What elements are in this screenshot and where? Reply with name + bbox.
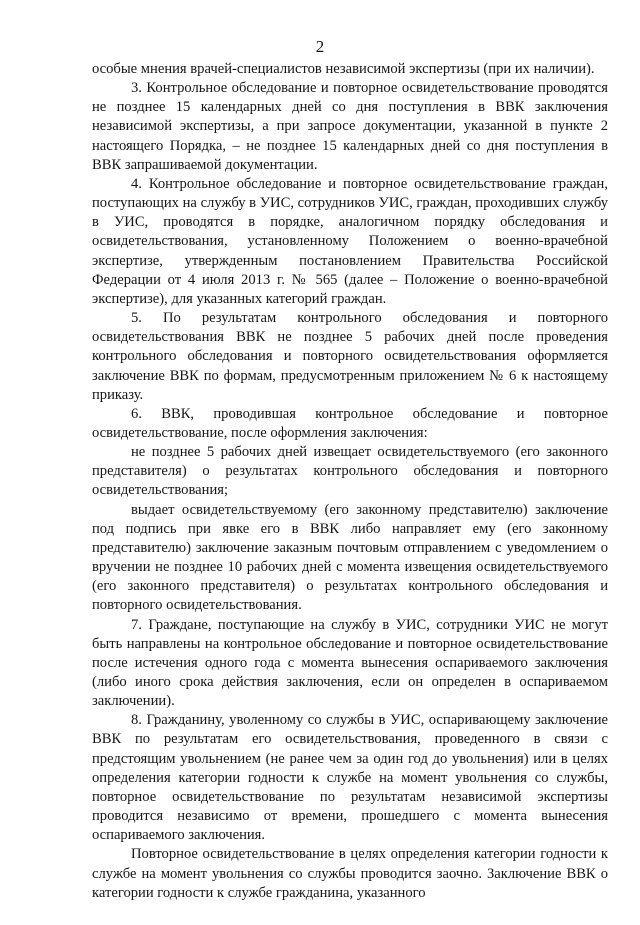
paragraph-item-3: 3. Контрольное обследование и повторное освидетельствование проводятся не позднее 15 календарных дней со дня поступления в ВВК заключения независимой экспертизы, а при запросе документации, указанной в пункте 2 настоящего Порядка, – не позднее 15 календарных дней со дня поступления в ВВК запрашиваемой документации. bbox=[92, 80, 608, 173]
paragraph-item-6-notify: не позднее 5 рабочих дней извещает освидетельствуемого (его законного представителя) о результатах контрольного обследования и повторного освидетельствования; bbox=[92, 444, 608, 499]
document-body bbox=[92, 60, 608, 903]
paragraph-item-6-issue: выдает освидетельствуемому (его законному представителю) заключение под подпись при явке его в ВВК либо направляет ему (его законному представителю) заключение заказным почтовым отправлением с уведомлением о вручении не позднее 10 рабочих дней с момента извещения освидетельствуемого (его законного представителя) о результатах контрольного обследования и повторного освидетельствования. bbox=[92, 501, 608, 614]
paragraph-item-5: 5. По результатам контрольного обследования и повторного освидетельствования ВВК не позднее 5 рабочих дней после проведения контрольного обследования и повторного освидетельствования оформляется заключение ВВК по формам, предусмотренным приложением № 6 к настоящему приказу. bbox=[92, 310, 608, 403]
paragraph-item-6: 6. ВВК, проводившая контрольное обследование и повторное освидетельствование, после оформления заключения: bbox=[92, 405, 608, 441]
page-number: 2 bbox=[315, 37, 325, 56]
paragraph-item-4: 4. Контрольное обследование и повторное освидетельствование граждан, поступающих на службу в УИС, сотрудников УИС, граждан, проходивших службу в УИС, проводятся в порядке, аналогичном порядку обследования и освидетельствования, установленному Положением о военно-врачебной экспертизе, утвержденным постановлением Правительства Российской Федерации от 4 июля 2013 г. № 565 (далее – Положение о военно-врачебной экспертизе), для указанных категорий граждан. bbox=[92, 175, 608, 307]
paragraph-continuation: особые мнения врачей-специалистов независимой экспертизы (при их наличии). bbox=[92, 61, 595, 77]
paragraph-item-8: 8. Гражданину, уволенному со службы в УИС, оспаривающему заключение ВВК по результатам его освидетельствования, проведенного в связи с предстоящим увольнением (не ранее чем за один год до увольнения) или в целях определения категории годности к службе на момент увольнения со службы, повторное освидетельствование по результатам независимой экспертизы проводится независимо от времени, прошедшего с момента вынесения оспариваемого заключения. bbox=[92, 712, 608, 844]
paragraph-item-7: 7. Граждане, поступающие на службу в УИС, сотрудники УИС не могут быть направлены на контрольное обследование и повторное освидетельствование после истечения одного года с момента вынесения оспариваемого заключения (либо иного срока действия заключения, если он определен в оспариваемом заключении). bbox=[92, 616, 608, 710]
paragraph-item-8-absentee: Повторное освидетельствование в целях определения категории годности к службе на момент увольнения со службы проводится заочно. Заключение ВВК о категории годности к службе гражданина, указанного bbox=[92, 846, 608, 901]
